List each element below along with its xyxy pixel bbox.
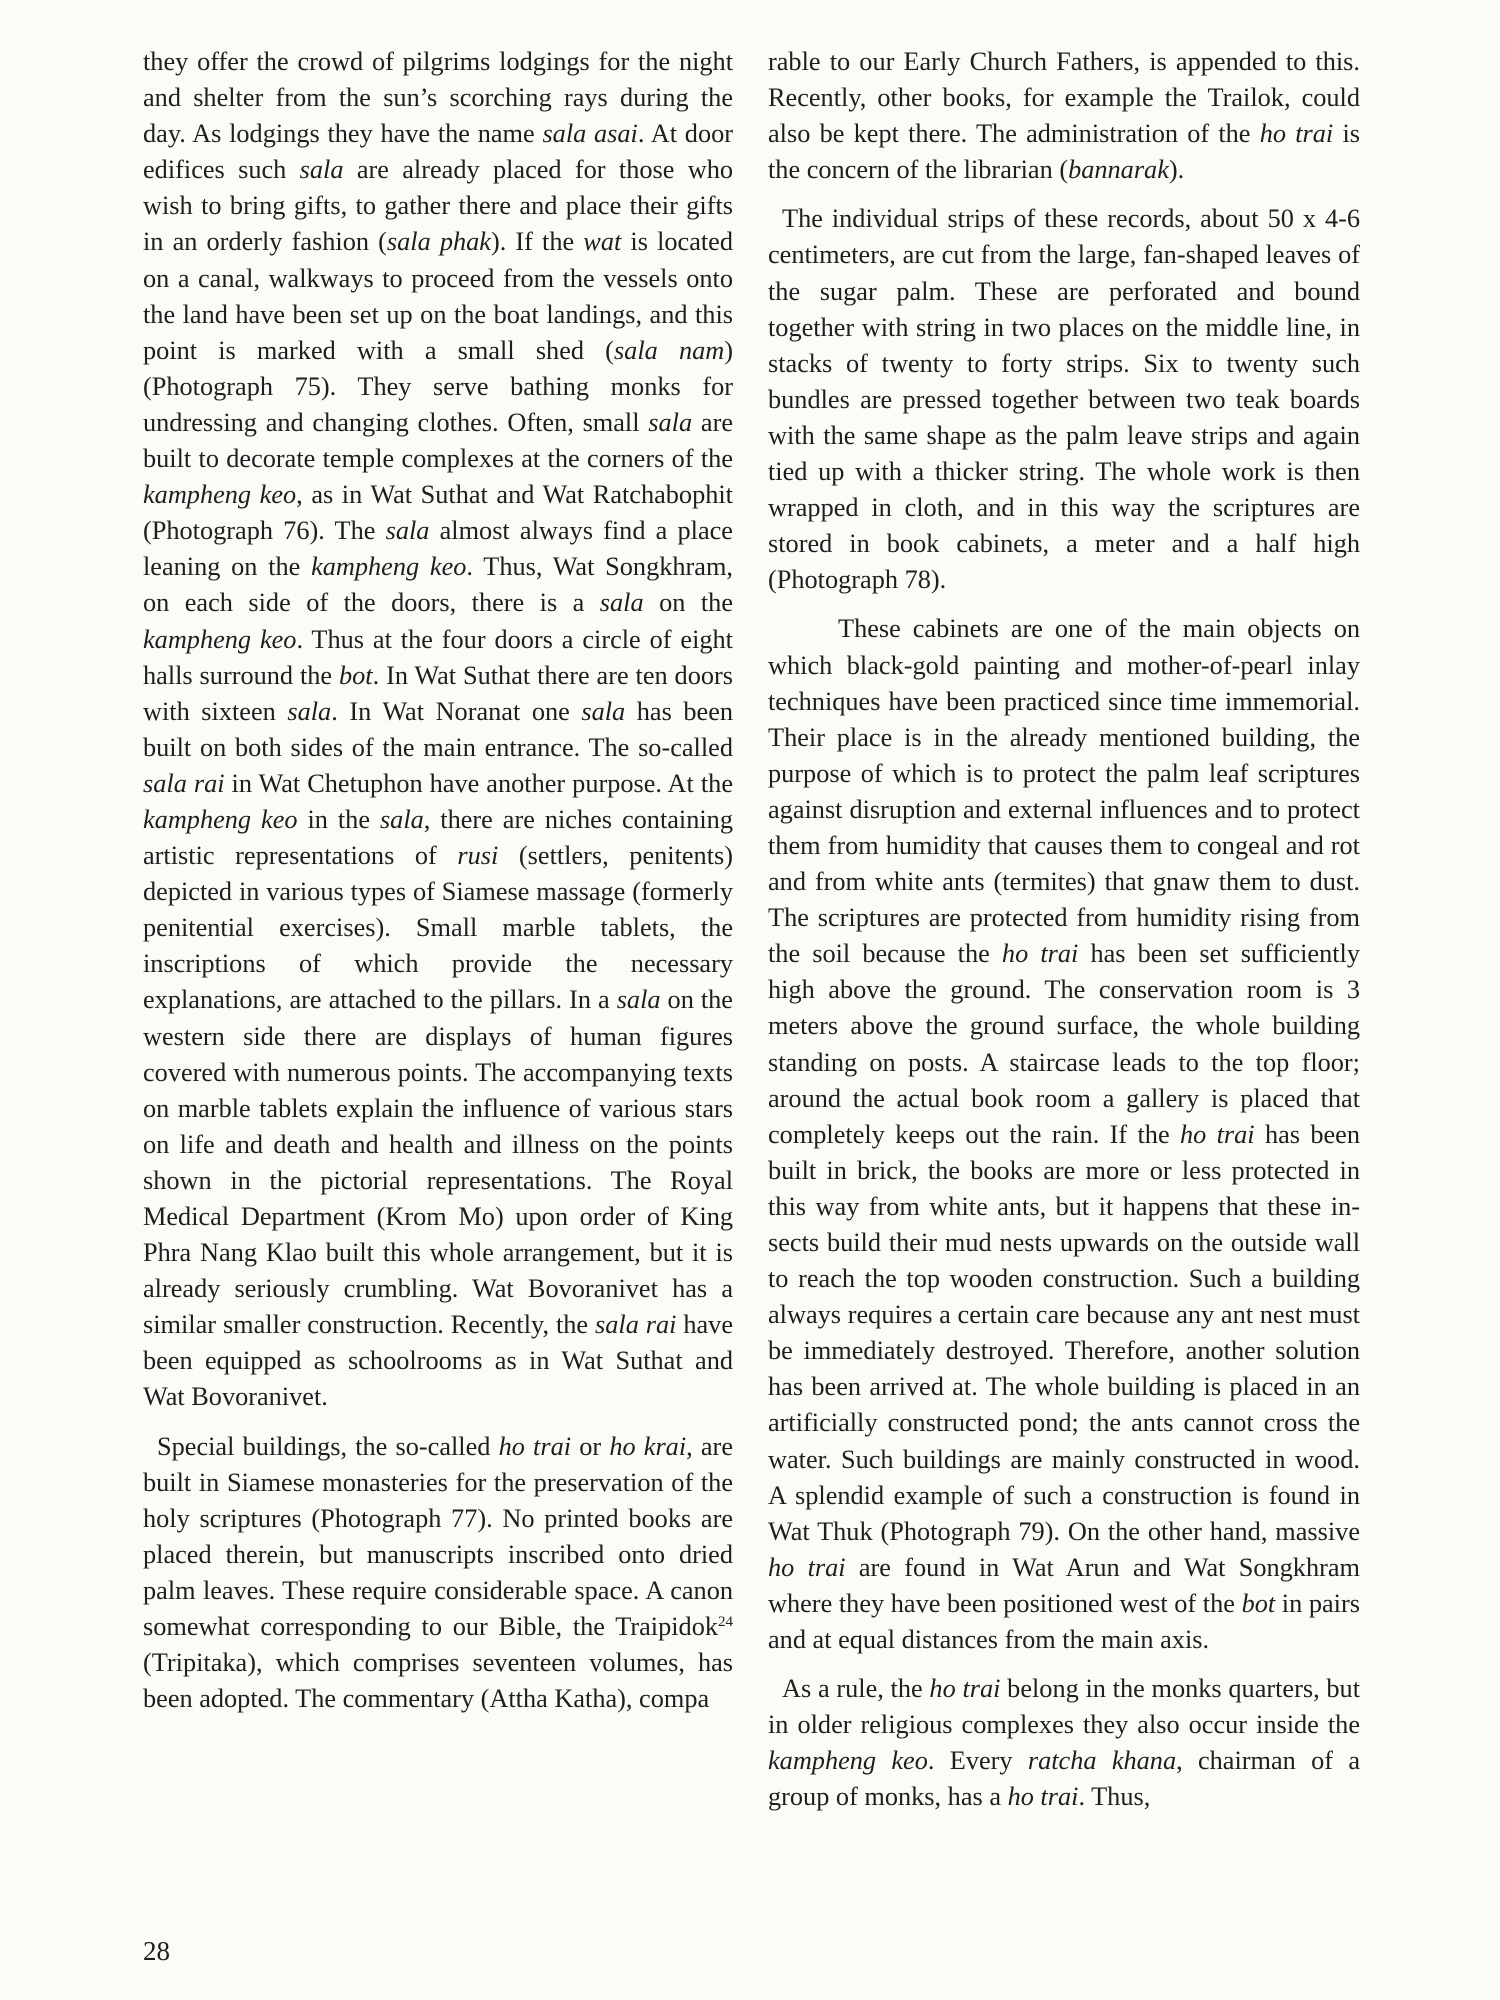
paragraph: As a rule, the ho trai belong in the monks quarters, but in older religious complexes they also occur inside the kampheng keo. Every ratcha khana, chairman of a group of monks, has a ho trai. Thus,: [768, 1674, 1361, 1812]
left-column: [143, 44, 733, 1717]
paragraph: Special buildings, the so-called ho trai or ho krai, are built in Siamese monasteries for the preservation of the holy scriptures (Photograph 77). No printed books are placed therein, but manuscripts inscribed onto dried palm leaves. These require considerable space. A canon somewhat corresponding to our Bible, the Traipidok$^{24}$ (Tripitaka), which comprises seventeen volumes, has been adopted. The commentary (Attha Katha), compa: [143, 1431, 733, 1714]
page-number: 28: [143, 1936, 170, 1966]
paragraph: rable to our Early Church Fathers, is appended to this. Recently, other books, for example the Trailok, could also be kept there. The administration of the ho trai is the concern of the librarian (bannarak).: [768, 47, 1360, 185]
paragraph: The individual strips of these records, about 50 x 4-6 centimeters, are cut from the large, fan-shaped leaves of the sugar palm. These are perforated and bound together with string in two places on the middle line, in stacks of twenty to forty strips. Six to twenty such bundles are pressed together between two teak boards with the same shape as the palm leave strips and again tied up with a thicker string. The whole work is then wrapped in cloth, and in this way the scriptures are stored in book cabinets, a meter and a half high (Photograph 78).: [768, 204, 1360, 595]
right-column: [768, 44, 1360, 1816]
paragraph: These cabinets are one of the main objects on which black-gold painting and mother-of-pearl inlay techniques have been practiced since time immemorial. Their place is in the already mentioned building, the purpose of which is to protect the palm leaf scriptures against disruption and external influences and to protect them from humidity that causes them to congeal and rot and from white ants (termites) that gnaw them to dust. The scriptures are protected from humidity rising from the soil because the ho trai has been set sufficiently high above the ground. The conservation room is 3 meters above the ground surface, the whole building standing on posts. A staircase leads to the top floor; around the actual book room a gallery is placed that completely keeps out the rain. If the ho trai has been built in brick, the books are more or less protected in this way from white ants, but it happens that these insects build their mud nests upwards on the outside wall to reach the top wooden construction. Such a building always requires a certain care because any ant nest must be immediately destroyed. Therefore, another solution has been arrived at. The whole building is placed in an artificially constructed pond; the ants cannot cross the water. Such buildings are mainly constructed in wood. A splendid example of such a construction is found in Wat Thuk (Photograph 79). On the other hand, massive ho trai are found in Wat Arun and Wat Songkhram where they have been positioned west of the bot in pairs and at equal distances from the main axis.: [768, 614, 1360, 1655]
paragraph: they offer the crowd of pilgrims lodgings for the night and shelter from the sun’s scorching rays during the day. As lodgings they have the name sala asai. At door edifices such sala are already placed for those who wish to bring gifts, to gather there and place their gifts in an orderly fashion (sala phak). If the wat is located on a canal, walkways to proceed from the vessels onto the land have been set up on the boat landings, and this point is marked with a small shed (sala nam) (Photograph 75). They serve bathing monks for undressing and changing clothes. Often, small sala are built to decorate temple complexes at the corners of the kampheng keo, as in Wat Suthat and Wat Ratchabophit (Photograph 76). The sala almost always find a place leaning on the kampheng keo. Thus, Wat Songkhram, on each side of the doors, there is a sala on the kampheng keo. Thus at the four doors a circle of eight halls surround the bot. In Wat Suthat there are ten doors with sixteen sala. In Wat Noranat one sala has been built on both sides of the main entrance. The so-called sala rai in Wat Chetuphon have another purpose. At the kampheng keo in the sala, there are niches containing artistic representations of rusi (settlers, penitents) depicted in various types of Siamese massage (formerly penitential exercises). Small marble tablets, the inscriptions of which provide the necessary explanations, are attached to the pillars. In a sala on the western side there are displays of human figures covered with numerous points. The accompanying texts on marble tablets explain the influence of various stars on life and death and health and illness on the points shown in the pictorial representations. The Royal Medical Department (Krom Mo) upon order of King Phra Nang Klao built this whole arrangement, but it is already seriously crumbling. Wat Bovoranivet has a similar smaller construction. Recently, the sala rai have been equipped as schoolrooms as in Wat Suthat and Wat Bovoranivet.: [143, 47, 734, 1412]
